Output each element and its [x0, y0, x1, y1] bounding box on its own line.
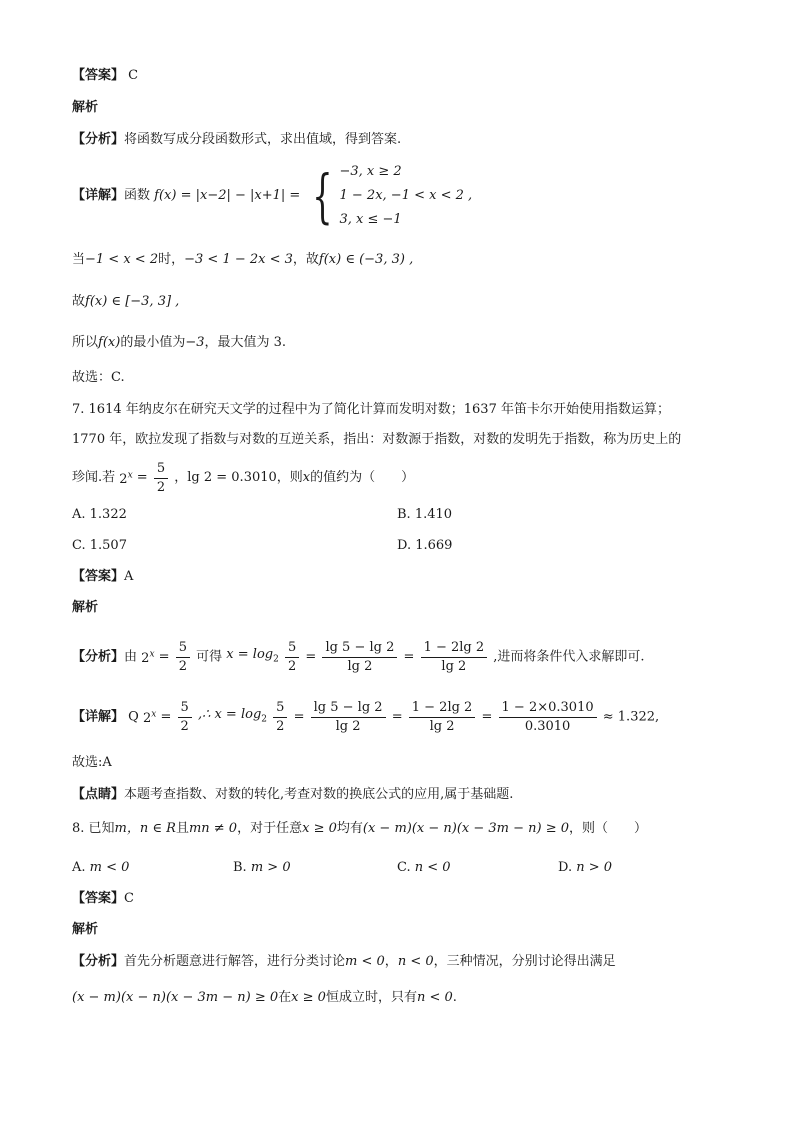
jiexi-tag-2: 解析 — [72, 600, 99, 615]
q8-line — [72, 819, 647, 839]
guxuan-text-2: 故选:A — [72, 755, 112, 770]
xiangjie-line-1 — [72, 160, 472, 232]
xiangjie-line-2 — [72, 694, 659, 741]
jiexi-line-1 — [72, 98, 98, 118]
q7-pow-base: 2 — [119, 472, 128, 488]
fenxi2-eq3: = — [403, 649, 415, 665]
fenxi-tag: 【分析】 — [72, 132, 125, 147]
answer-tag-2: 【答案】 — [72, 569, 125, 584]
xiangjie2-log-base: 2 — [261, 714, 268, 725]
suoyi-mid2: ，最大值为 3. — [204, 335, 287, 350]
xiangjie2-frac2-num: lg 5 − lg 2 — [311, 699, 386, 718]
fenxi3-ineq: (x − m)(x − n)(x − 3m − n) ≥ 0 — [72, 990, 279, 1005]
xiangjie2-frac3-num: 1 − 2lg 2 — [409, 699, 476, 718]
gu-prefix: 故 — [72, 294, 86, 309]
q7-frac-den: 2 — [156, 479, 166, 495]
fenxi2-mid: 可得 — [196, 649, 223, 665]
q7-option-d-label: D. 1.669 — [397, 538, 453, 553]
q7-option-b-label: B. 1.410 — [397, 507, 453, 522]
fenxi2-frac0 — [176, 639, 190, 676]
case-3: 3, x ≤ −1 — [339, 212, 402, 227]
q8-prefix: 8. 已知 — [72, 821, 115, 836]
xiangjie2-frac0 — [178, 699, 192, 736]
case-2: 1 − 2x, −1 < x < 2 , — [339, 188, 473, 203]
q8-option-a[interactable] — [72, 858, 129, 878]
q8-option-c-label: C. — [397, 860, 411, 875]
q7-option-a[interactable] — [72, 505, 127, 525]
fenxi-tag-3: 【分析】 — [72, 954, 125, 969]
xiangjie2-eq3: = — [481, 709, 493, 725]
fenxi2-eq2: = — [305, 649, 317, 665]
q7-eq: = — [136, 470, 148, 486]
answer-line-3 — [72, 889, 134, 909]
answer-value-2: A — [124, 569, 134, 584]
q7-pow-exp: x — [127, 471, 133, 481]
q7-line-3 — [72, 458, 414, 498]
q7-lg: ，lg 2 = 0.3010，则 — [174, 470, 303, 486]
fenxi3-text2: ，三种情况，分别讨论得出满足 — [433, 954, 616, 969]
fenxi3-text3: 在 — [278, 990, 292, 1005]
jiexi-tag: 解析 — [72, 100, 99, 115]
q8-option-b-label: B. — [233, 860, 247, 875]
q8-mn-ne: mn ≠ 0 — [188, 821, 238, 836]
fenxi2-pow — [141, 651, 154, 666]
answer-value: C — [128, 68, 139, 83]
guxuan-line-2 — [72, 753, 112, 773]
fenxi-line-3a — [72, 952, 616, 972]
q8-option-c[interactable] — [397, 858, 451, 878]
q8-option-d-expr: n > 0 — [576, 860, 613, 875]
fenxi-tag-2: 【分析】 — [72, 649, 125, 665]
fenxi-line-3b — [72, 988, 457, 1008]
q8-option-c-expr: n < 0 — [414, 860, 451, 875]
piecewise-brace — [304, 160, 472, 232]
q7-tail: 的值约为（ ） — [310, 470, 415, 486]
fenxi2-frac1-den: 2 — [287, 658, 297, 674]
when-line — [72, 250, 413, 270]
gu-result: f(x) ∈ [−3, 3] , — [85, 294, 180, 309]
q7-pow — [119, 472, 132, 487]
q7-prefix: 珍闻.若 — [72, 470, 116, 486]
suoyi-line — [72, 333, 286, 353]
fenxi2-prefix: 由 — [124, 649, 138, 665]
dianjing-line — [72, 785, 513, 805]
guxuan-line-1 — [72, 368, 125, 388]
q8-option-b-expr: m > 0 — [250, 860, 291, 875]
q8-mid2: ，对于任意 — [237, 821, 303, 836]
fenxi2-frac1 — [285, 639, 299, 676]
q8-ineq: (x − m)(x − n)(x − 3m − n) ≥ 0 — [362, 821, 570, 836]
fenxi-text: 将函数写成分段函数形式，求出值域，得到答案. — [124, 132, 402, 147]
fenxi-line-1 — [72, 130, 401, 150]
fenxi2-frac1-num: 5 — [285, 639, 299, 658]
xiangjie2-therefore: ,∴ x = log — [197, 707, 262, 722]
fenxi2-frac2-den: lg 2 — [347, 658, 373, 674]
fenxi3-end: . — [452, 990, 457, 1005]
fenxi2-pow-exp: x — [149, 650, 155, 661]
when-cond: −1 < x < 2 — [85, 252, 159, 267]
q8-mid3: 均有 — [336, 821, 363, 836]
q8-xge: x ≥ 0 — [302, 821, 337, 836]
fenxi2-frac0-num: 5 — [176, 639, 190, 658]
xiangjie2-frac2-den: lg 2 — [335, 718, 361, 734]
when-mid: 时， — [158, 252, 185, 267]
q8-mid: 且 — [175, 821, 189, 836]
xiangjie2-eq2: = — [391, 709, 403, 725]
xiangjie2-frac4-den: 0.3010 — [524, 718, 571, 734]
answer-line-1 — [72, 66, 138, 86]
when-ineq: −3 < 1 − 2x < 3 — [184, 252, 293, 267]
piecewise-cases — [340, 160, 473, 232]
q7-text-1: 7. 1614 年纳皮尔在研究天文学的过程中为了简化计算而发明对数；1637 年笛卡尔开始使用指数运算； — [72, 402, 670, 417]
xiangjie2-frac1-den: 2 — [276, 718, 285, 734]
fenxi3-text4: 恒成立时，只有 — [325, 990, 417, 1005]
q8-option-a-label: A. — [72, 860, 86, 875]
xiangjie2-eq0: = — [160, 709, 172, 725]
fenxi2-frac3 — [421, 639, 488, 676]
fenxi3-n: n < 0 — [397, 954, 434, 969]
xiangjie2-frac2 — [311, 699, 386, 736]
q7-x: x — [302, 470, 311, 486]
xiangjie2-frac3-den: lg 2 — [429, 718, 455, 734]
xiangjie2-eq1: = — [293, 709, 305, 725]
case-1: −3, x ≥ 2 — [339, 164, 402, 179]
left-brace: { — [312, 162, 334, 230]
fenxi2-log-base: 2 — [273, 654, 279, 665]
fenxi2-log — [226, 647, 279, 665]
xiangjie2-pow — [143, 711, 156, 726]
q7-option-c[interactable] — [72, 536, 127, 556]
answer-line-2 — [72, 567, 133, 587]
xiangjie-prefix: 函数 — [124, 188, 151, 203]
piecewise-expr: f(x) = |x−2| − |x+1| = — [154, 188, 301, 203]
q8-option-a-expr: m < 0 — [89, 860, 130, 875]
xiangjie2-frac3 — [409, 699, 476, 736]
fenxi2-xlog: x = log — [226, 647, 274, 662]
when-result: f(x) ∈ (−3, 3) , — [318, 252, 414, 267]
xiangjie2-frac4-num: 1 − 2×0.3010 — [499, 699, 597, 718]
fenxi3-text1: 首先分析题意进行解答，进行分类讨论 — [124, 954, 346, 969]
q7-text-2: 1770 年，欧拉发现了指数与对数的互逆关系，指出：对数源于指数，对数的发明先于指数，称为历史上的 — [72, 432, 682, 447]
fenxi2-frac3-den: lg 2 — [441, 658, 467, 674]
xiangjie2-pow-base: 2 — [142, 711, 152, 727]
fenxi3-sep: ， — [384, 954, 398, 969]
xiangjie2-q: Q — [128, 709, 139, 725]
guxuan-text-1: 故选：C. — [72, 370, 125, 385]
xiangjie2-frac0-num: 5 — [178, 699, 192, 718]
fenxi-line-2 — [72, 634, 645, 681]
q8-option-b[interactable] — [233, 858, 291, 878]
when-prefix: 当 — [72, 252, 86, 267]
dianjing-text: 本题考查指数、对数的转化,考查对数的换底公式的应用,属于基础题. — [124, 787, 514, 802]
xiangjie2-frac1 — [273, 699, 287, 736]
answer-tag-3: 【答案】 — [72, 891, 125, 906]
xiangjie2-frac0-den: 2 — [180, 718, 189, 734]
suoyi-fx: f(x) — [98, 335, 121, 350]
fenxi3-m: m < 0 — [345, 954, 385, 969]
xiangjie2-frac1-num: 5 — [273, 699, 287, 718]
when-sep: ，故 — [292, 252, 319, 267]
q8-option-d[interactable] — [558, 858, 612, 878]
fenxi2-tail: ,进而将条件代入求解即可. — [493, 649, 645, 665]
q7-line-2 — [72, 430, 681, 450]
xiangjie2-approx: ≈ 1.322 — [602, 709, 656, 725]
q8-mn: m，n ∈ R — [114, 821, 176, 836]
dianjing-tag: 【点睛】 — [72, 787, 125, 802]
q7-line-1 — [72, 400, 670, 420]
suoyi-min: −3 — [185, 335, 205, 350]
fenxi2-eq: = — [158, 649, 170, 665]
jiexi-tag-3: 解析 — [72, 922, 99, 937]
fenxi2-frac2-num: lg 5 − lg 2 — [322, 639, 397, 658]
fenxi3-xge: x ≥ 0 — [291, 990, 326, 1005]
suoyi-prefix: 所以 — [72, 335, 99, 350]
jiexi-line-3 — [72, 920, 98, 940]
gu-line — [72, 292, 179, 312]
q7-option-a-label: A. 1.322 — [72, 507, 127, 522]
xiangjie2-frac4 — [499, 699, 597, 736]
fenxi2-frac2 — [322, 639, 397, 676]
q7-option-b[interactable] — [397, 505, 452, 525]
xiangjie2-log — [197, 707, 268, 725]
q7-frac-num: 5 — [154, 460, 168, 479]
q8-tail: ，则（ ） — [569, 821, 648, 836]
q7-frac — [154, 460, 168, 497]
answer-value-3: C — [124, 891, 134, 906]
suoyi-mid: 的最小值为 — [120, 335, 186, 350]
fenxi2-frac3-num: 1 − 2lg 2 — [421, 639, 488, 658]
fenxi2-pow-base: 2 — [141, 651, 150, 667]
fenxi3-nlt: n < 0 — [416, 990, 453, 1005]
jiexi-line-2 — [72, 598, 98, 618]
xiangjie-tag: 【详解】 — [72, 188, 125, 203]
xiangjie-tag-2: 【详解】 — [72, 709, 125, 725]
fenxi2-frac0-den: 2 — [178, 658, 187, 674]
q7-option-c-label: C. 1.507 — [72, 538, 127, 553]
q8-option-d-label: D. — [558, 860, 573, 875]
xiangjie2-end: , — [655, 709, 660, 725]
q7-option-d[interactable] — [397, 536, 452, 556]
answer-tag: 【答案】 — [72, 68, 125, 83]
xiangjie2-pow-exp: x — [151, 710, 157, 721]
